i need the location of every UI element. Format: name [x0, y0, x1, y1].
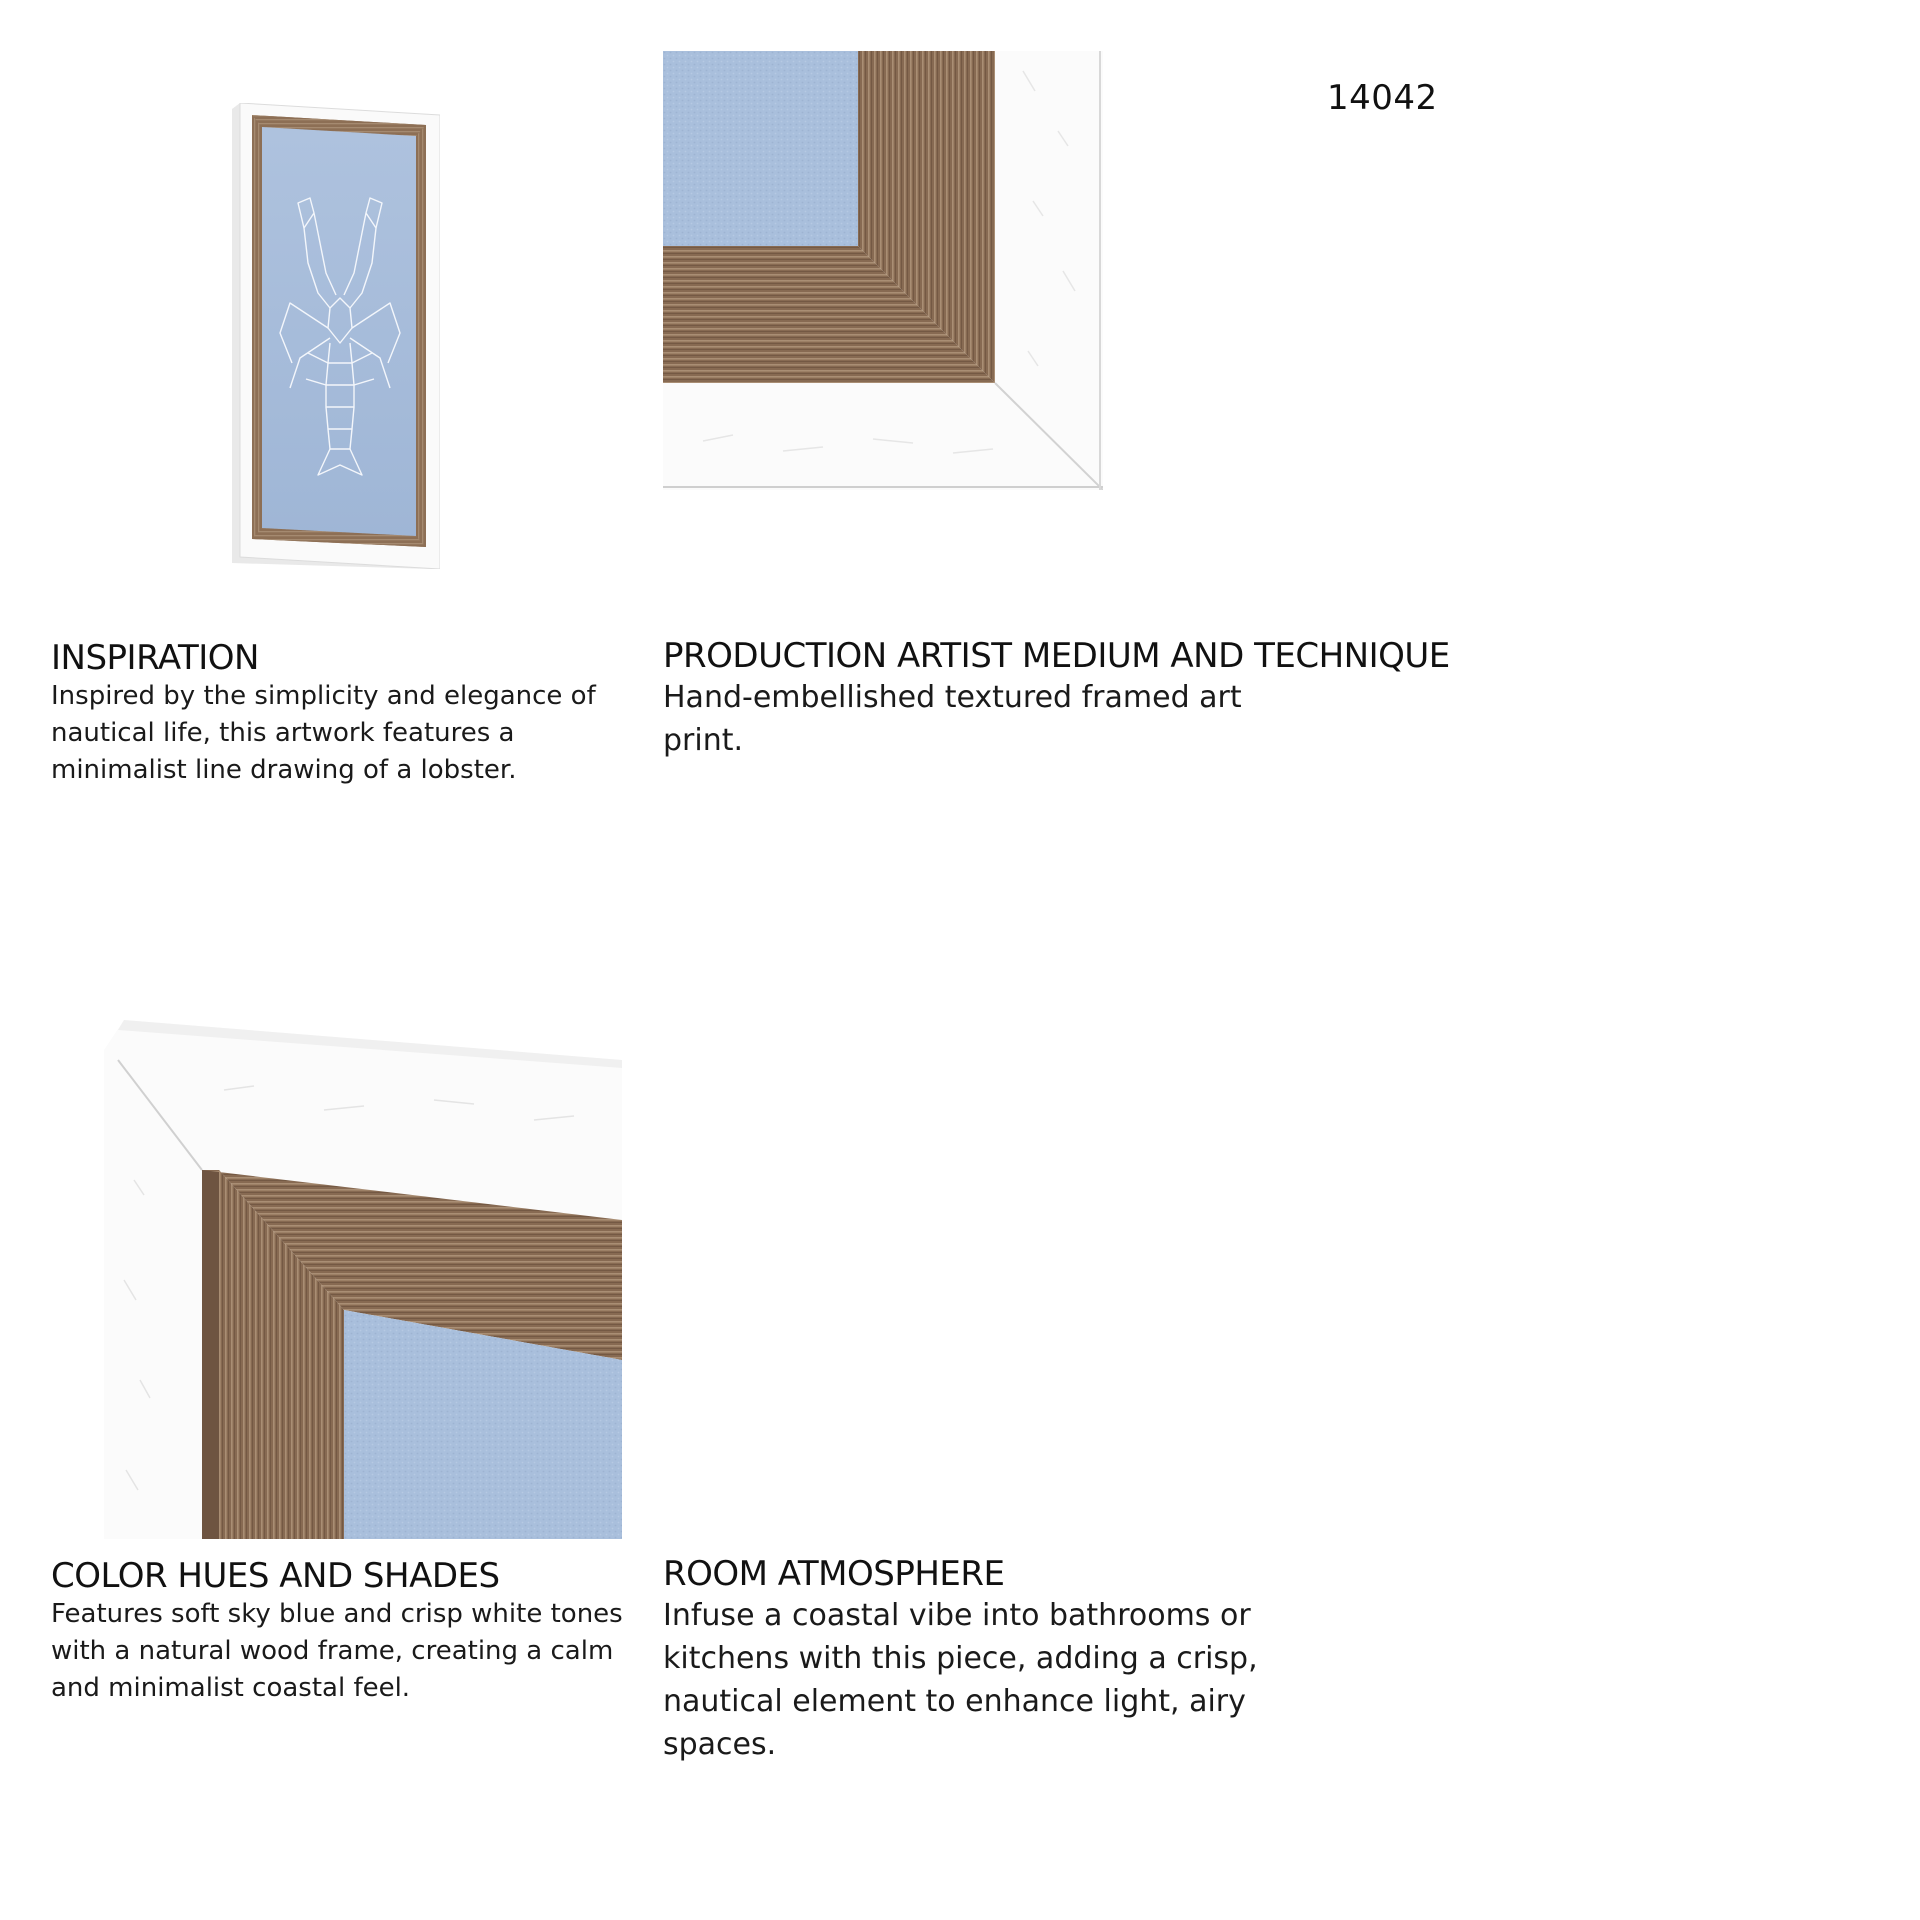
product-sku: 14042 — [1327, 78, 1438, 118]
frame-corner-detail-image — [663, 51, 1103, 490]
frame-corner-detail-image — [104, 1020, 622, 1539]
inspiration-section — [51, 638, 631, 789]
inspiration-body: Inspired by the simplicity and elegance of nautical life, this artwork features a minimalist line drawing of a lobster. — [51, 681, 596, 785]
production-title: PRODUCTION ARTIST MEDIUM AND TECHNIQUE — [663, 636, 1450, 676]
room-body: Infuse a coastal vibe into bathrooms or kitchens with this piece, adding a crisp, nautical element to enhance light, airy spaces. — [663, 1598, 1258, 1762]
production-section — [663, 636, 1663, 762]
room-section — [663, 1554, 1263, 1766]
color-title: COLOR HUES AND SHADES — [51, 1556, 500, 1596]
color-body: Features soft sky blue and crisp white tones with a natural wood frame, creating a calm and minimalist coastal feel. — [51, 1599, 623, 1703]
production-body: Hand-embellished textured framed art print. — [663, 680, 1242, 758]
color-section — [51, 1556, 631, 1707]
inspiration-title: INSPIRATION — [51, 638, 259, 678]
framed-lobster-art-image — [230, 103, 440, 569]
room-title: ROOM ATMOSPHERE — [663, 1554, 1005, 1594]
